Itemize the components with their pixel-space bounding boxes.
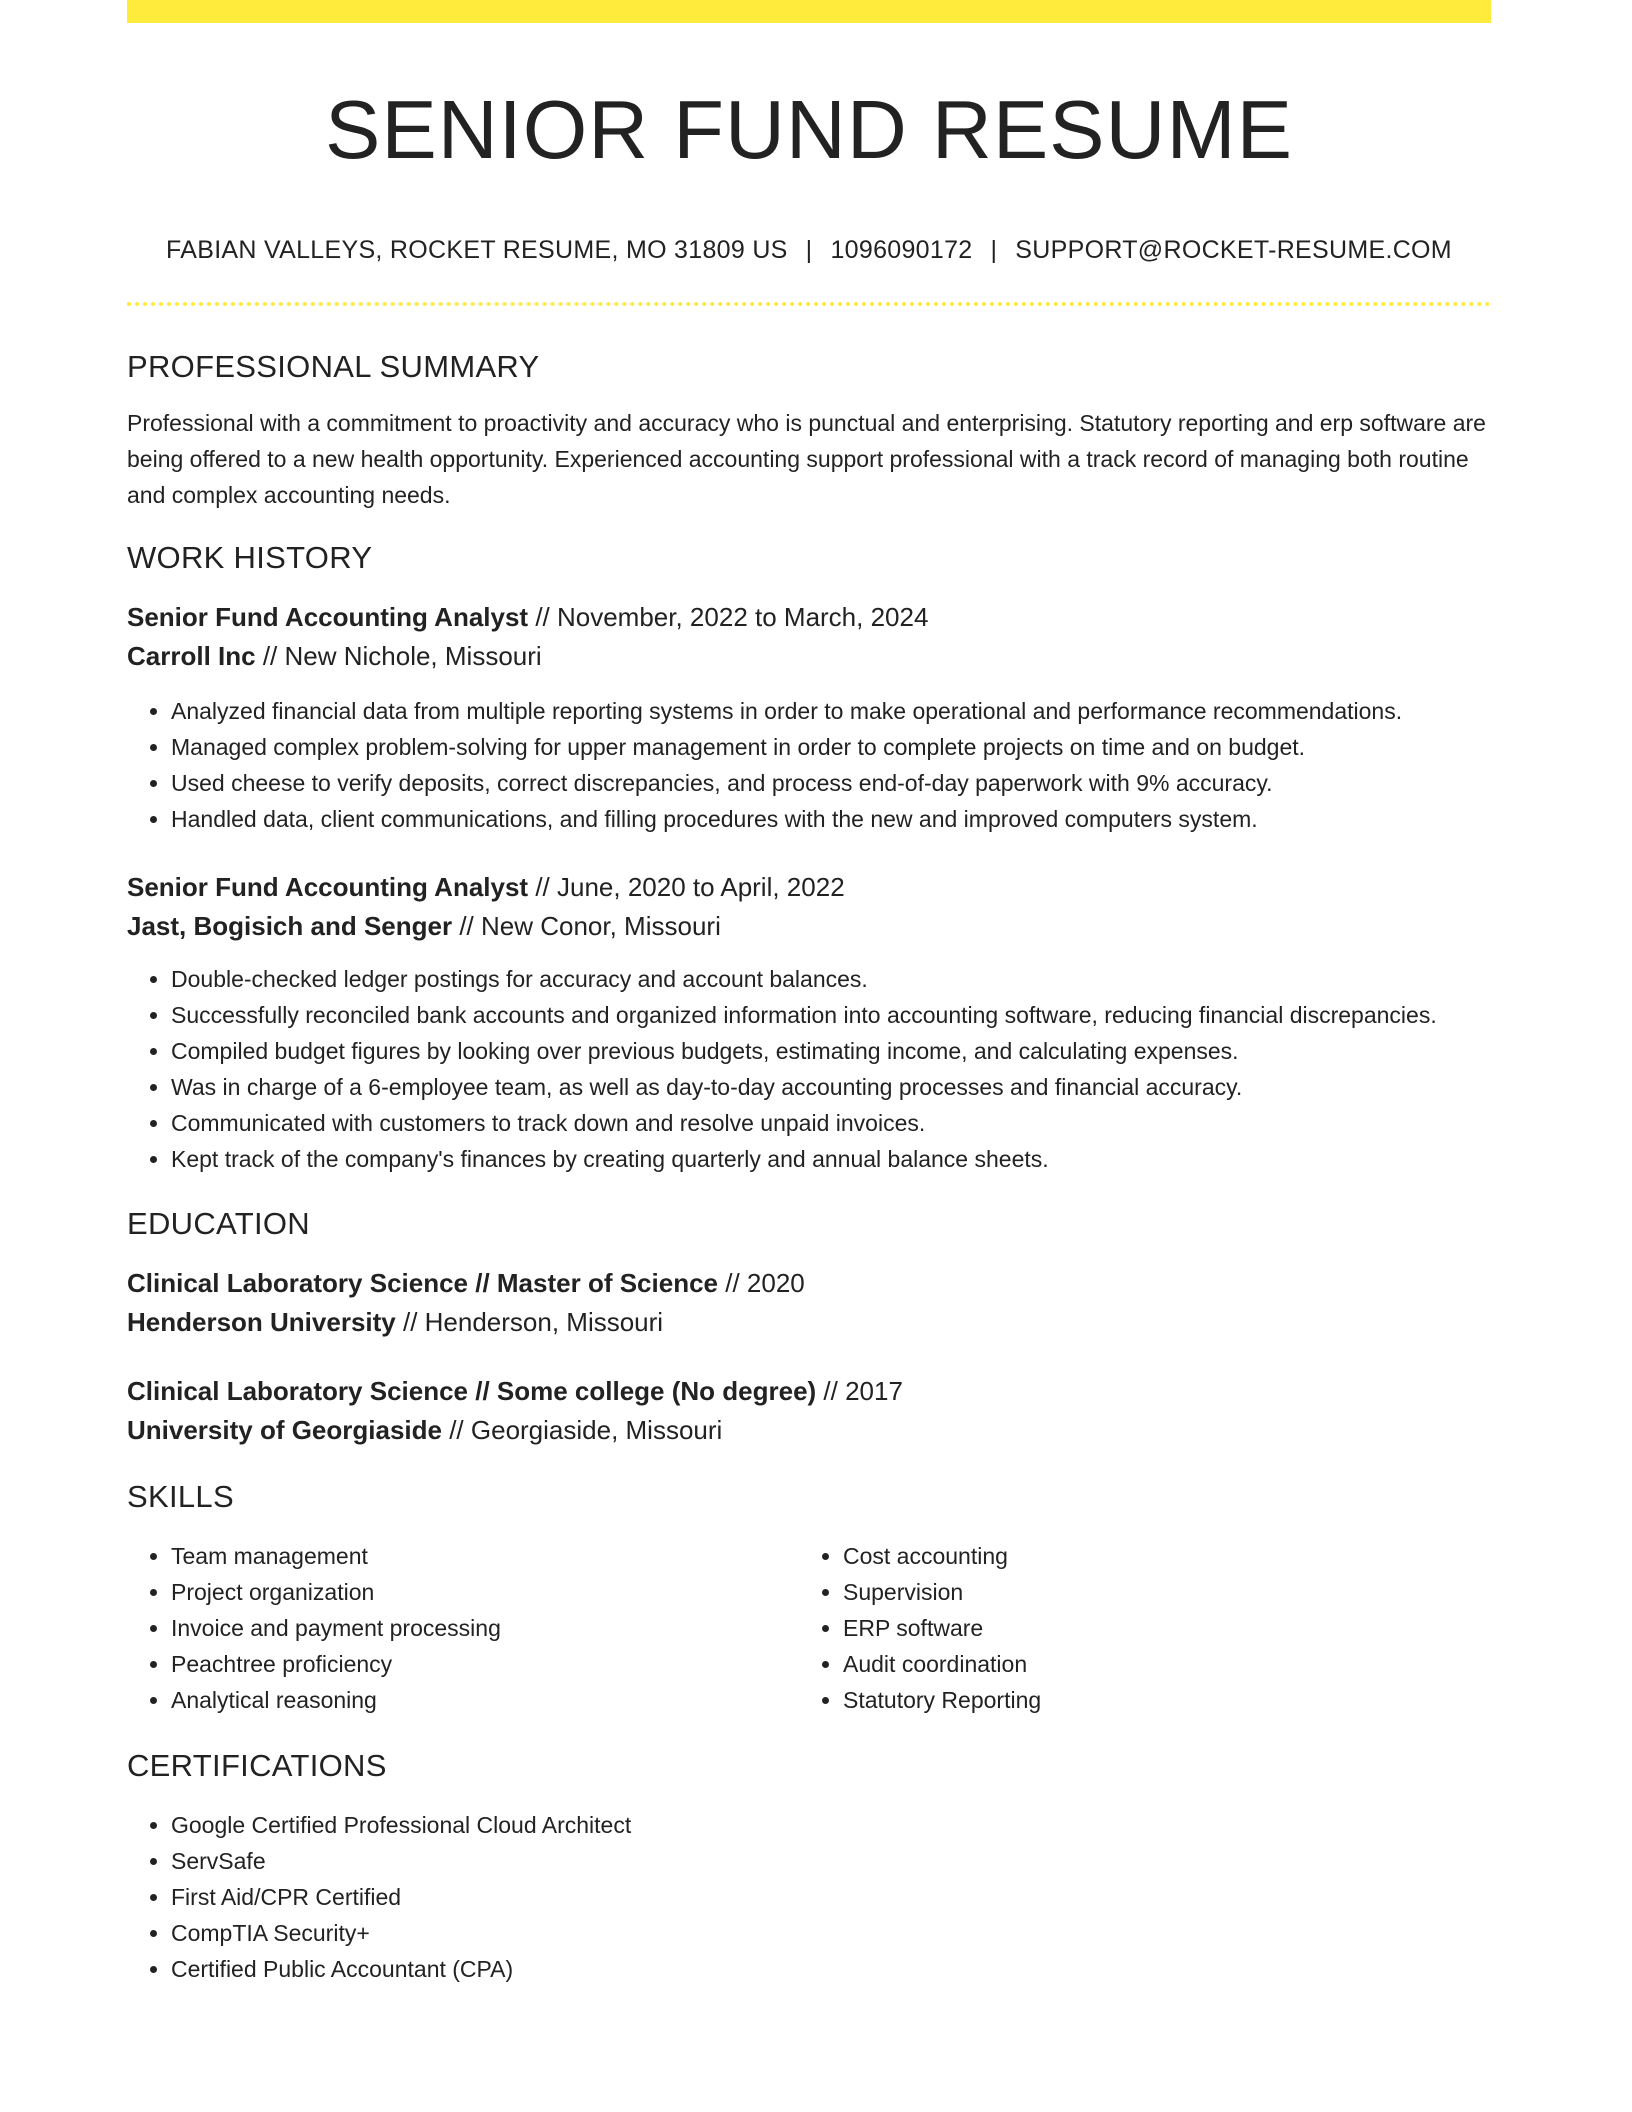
contact-phone: 1096090172 [830,236,973,264]
degree: Clinical Laboratory Science // Master of Science [127,1268,718,1298]
list-item: • ERP software [843,1610,1471,1646]
list-item: • Kept track of the company's finances by creating quarterly and annual balance sheets. [171,1141,1491,1177]
list-item: • Handled data, client communications, and filling procedures with the new and improved computers system. [171,801,1491,837]
contact-email: SUPPORT@ROCKET-RESUME.COM [1015,236,1452,264]
education-entry [127,1372,1491,1450]
school: University of Georgiaside [127,1415,442,1445]
skills-column-left [127,1538,799,1718]
job-location: // New Nichole, Missouri [255,641,542,671]
section-title: EDUCATION [127,1206,310,1241]
list-item: • Audit coordination [843,1646,1471,1682]
skills-list [799,1538,1471,1718]
skills-columns [127,1538,1491,1718]
section-title: SKILLS [127,1479,234,1514]
list-item: • Project organization [171,1574,799,1610]
work-history-section [127,539,1491,1177]
list-item: • Google Certified Professional Cloud Architect [171,1807,1491,1843]
skills-column-right [799,1538,1471,1718]
list-item: • Managed complex problem-solving for upper management in order to complete projects on time and on budget. [171,729,1491,765]
job-entry [127,598,1491,837]
list-item: • Analytical reasoning [171,1682,799,1718]
list-item: • Compiled budget figures by looking over previous budgets, estimating income, and calculating expenses. [171,1033,1491,1069]
certifications-list [127,1807,1491,1987]
school-line [127,1411,1491,1450]
skills-section [127,1478,1491,1718]
school-location: // Henderson, Missouri [395,1307,664,1337]
degree: Clinical Laboratory Science // Some college (No degree) [127,1376,817,1406]
list-item: • Analyzed financial data from multiple reporting systems in order to make operational and performance recommendations. [171,693,1491,729]
dotted-divider [127,302,1491,306]
school-location: // Georgiaside, Missouri [441,1415,723,1445]
contact-separator: | [990,236,998,264]
job-role: Senior Fund Accounting Analyst [127,872,529,902]
list-item: • Certified Public Accountant (CPA) [171,1951,1491,1987]
degree-line [127,1264,1491,1303]
job-title-line [127,868,1491,907]
school-line [127,1303,1491,1342]
certifications-section [127,1747,1491,1987]
list-item: • Supervision [843,1574,1471,1610]
list-item: • CompTIA Security+ [171,1915,1491,1951]
summary-section [127,348,1491,513]
list-item: • Communicated with customers to track down and resolve unpaid invoices. [171,1105,1491,1141]
list-item: • Team management [171,1538,799,1574]
list-item: • Cost accounting [843,1538,1471,1574]
contact-separator: | [805,236,813,264]
summary-text: Professional with a commitment to proactivity and accuracy who is punctual and enterprising. Statutory reporting and erp software are being offered to a new health opportunity. Experienced accounting support professional with a track record of managing both routine and complex accounting needs. [127,410,1486,508]
list-item: • Used cheese to verify deposits, correct discrepancies, and process end-of-day paperwork with 9% accuracy. [171,765,1491,801]
job-entry [127,868,1491,1177]
education-section [127,1205,1491,1450]
school: Henderson University [127,1307,396,1337]
section-title: CERTIFICATIONS [127,1748,387,1783]
list-item: • Successfully reconciled bank accounts and organized information into accounting software, reducing financial discrepancies. [171,997,1491,1033]
job-dates: // November, 2022 to March, 2024 [528,602,929,632]
degree-line [127,1372,1491,1411]
education-entry [127,1264,1491,1342]
list-item: • ServSafe [171,1843,1491,1879]
job-dates: // June, 2020 to April, 2022 [528,872,845,902]
list-item: • Invoice and payment processing [171,1610,799,1646]
job-bullets [127,693,1491,837]
list-item: • Peachtree proficiency [171,1646,799,1682]
contact-line [127,234,1491,266]
job-bullets [127,961,1491,1177]
list-item: • Double-checked ledger postings for accuracy and account balances. [171,961,1491,997]
section-title: WORK HISTORY [127,540,373,575]
list-item: • Was in charge of a 6-employee team, as well as day-to-day accounting processes and financial accuracy. [171,1069,1491,1105]
section-title: PROFESSIONAL SUMMARY [127,349,540,384]
job-role: Senior Fund Accounting Analyst [127,602,529,632]
list-item: • Statutory Reporting [843,1682,1471,1718]
job-company: Jast, Bogisich and Senger [127,911,453,941]
degree-year: // 2020 [718,1268,805,1298]
resume-content [127,0,1491,1987]
resume-title: SENIOR FUND RESUME [325,83,1293,176]
degree-year: // 2017 [816,1376,903,1406]
job-location: // New Conor, Missouri [452,911,721,941]
job-company-line [127,637,1491,676]
list-item: • First Aid/CPR Certified [171,1879,1491,1915]
job-company-line [127,907,1491,946]
skills-list [127,1538,799,1718]
contact-address: FABIAN VALLEYS, ROCKET RESUME, MO 31809 US [166,236,788,264]
job-title-line [127,598,1491,637]
job-company: Carroll Inc [127,641,256,671]
